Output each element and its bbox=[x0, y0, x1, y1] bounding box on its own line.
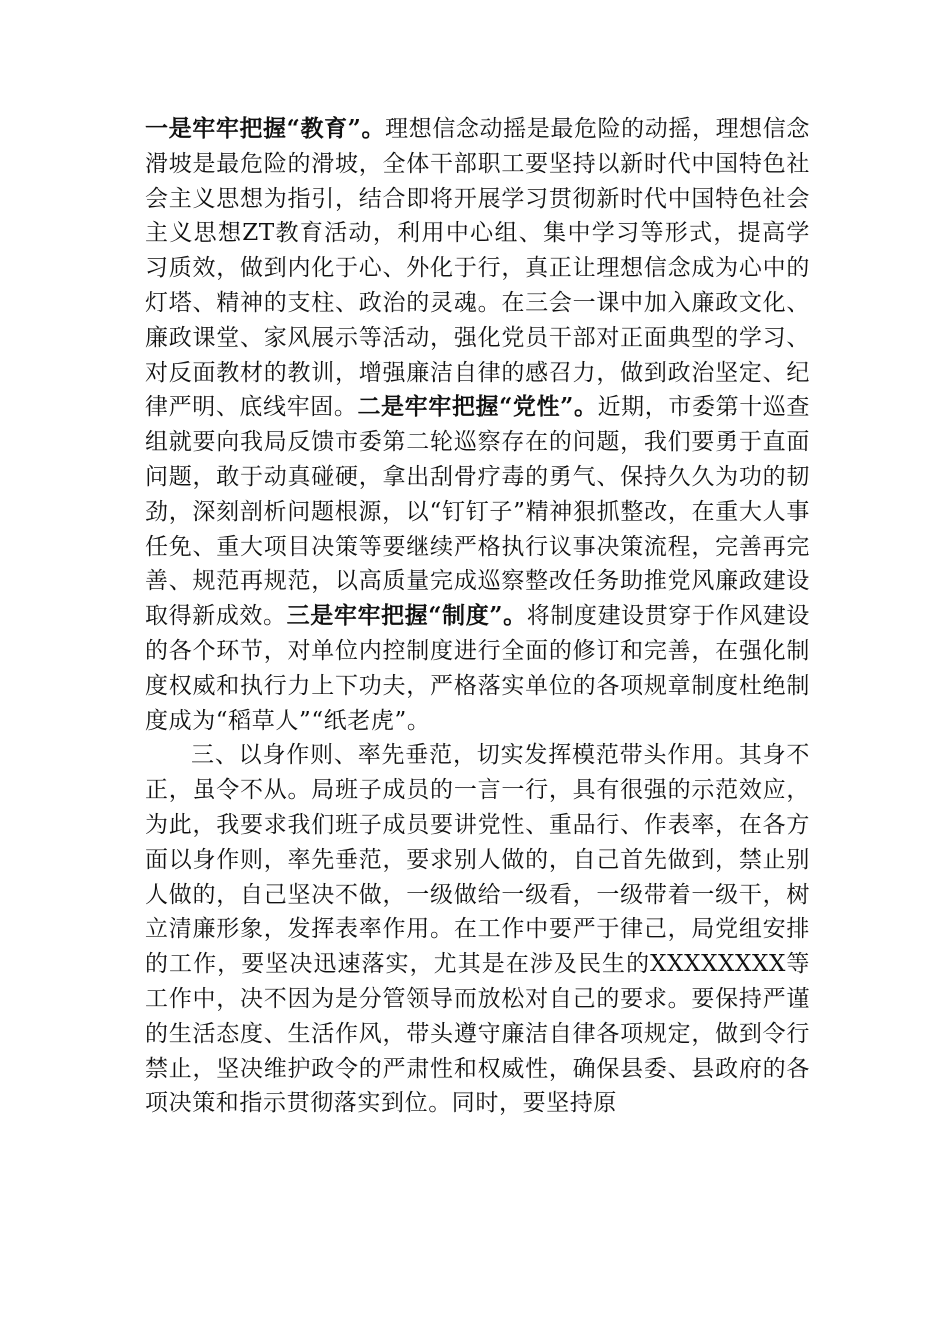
document-page bbox=[145, 112, 810, 1121]
section-heading-3: 三、以身作则、率先垂范，切实发挥模范带头作用。 bbox=[191, 742, 739, 769]
paragraph-1 bbox=[145, 112, 810, 738]
paragraph-1-text-2: 近期，市委第十巡查组就要向我局反馈市委第二轮巡察存在的问题，我们要勇于直面问题，敢于动真碰硬，拿出刮骨疗毒的勇气、保持久久为功的韧劲，深刻剖析问题根源，以“钉钉子”精神狠抓整改，在重大人事任免、重大项目决策等要继续严格执行议事决策流程，完善再完善、规范再规范，以高质量完成巡察整改任务助推党风廉政建设取得新成效。 bbox=[145, 394, 810, 630]
paragraph-2-block bbox=[145, 738, 810, 1121]
lead-bold-education: 一是牢牢把握“教育”。 bbox=[145, 115, 386, 142]
paragraph-2 bbox=[145, 738, 810, 1121]
paragraph-1-text-3: 将制度建设贯穿于作风建设的各个环节，对单位内控制度进行全面的修订和完善，在强化制度权威和执行力上下功夫，严格落实单位的各项规章制度杜绝制度成为“稻草人”“纸老虎”。 bbox=[145, 603, 810, 734]
paragraph-1-text-1: 理想信念动摇是最危险的动摇，理想信念滑坡是最危险的滑坡，全体干部职工要坚持以新时代中国特色社会主义思想为指引，结合即将开展学习贯彻新时代中国特色社会主义思想ZT教育活动，利用中心组、集中学习等形式，提高学习质效，做到内化于心、外化于行，真正让理想信念成为心中的灯塔、精神的支柱、政治的灵魂。在三会一课中加入廉政文化、廉政课堂、家风展示等活动，强化党员干部对正面典型的学习、对反面教材的教训，增强廉洁自律的感召力，做到政治坚定、纪律严明、底线牢固。 bbox=[145, 116, 810, 421]
lead-bold-party-spirit: 二是牢牢把握“党性”。 bbox=[357, 393, 598, 421]
paragraph-2-text: 其身不正，虽令不从。局班子成员的一言一行，具有很强的示范效应，为此，我要求我们班子成员要讲党性、重品行、作表率，在各方面以身作则，率先垂范，要求别人做的，自己首先做到，禁止别人做的，自己坚决不做，一级做给一级看，一级带着一级干，树立清廉形象，发挥表率作用。在工作中要严于律己，局党组安排的工作，要坚决迅速落实，尤其是在涉及民生的XXXXXXXX等工作中，决不因为是分管领导而放松对自己的要求。要保持严谨的生活态度、生活作风，带头遵守廉洁自律各项规定，做到令行禁止，坚决维护政令的严肃性和权威性，确保县委、县政府的各项决策和指示贯彻落实到位。同时，要坚持原 bbox=[145, 742, 810, 1117]
lead-bold-system: 三是牢牢把握“制度”。 bbox=[286, 602, 527, 630]
